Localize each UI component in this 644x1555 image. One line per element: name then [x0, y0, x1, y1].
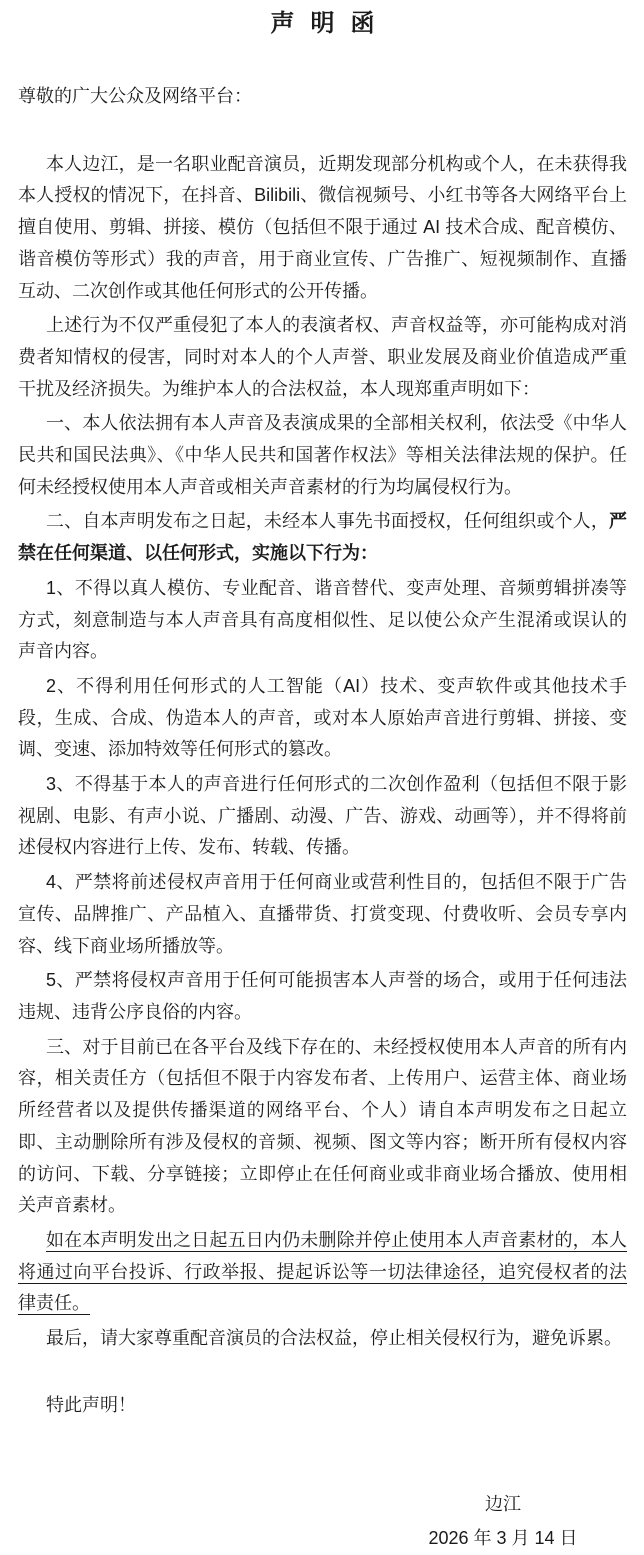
paragraph-text: 如在本声明发出之日起五日内仍未删除并停止使用本人声音素材的，本人将通过向平台投诉、行政举报、提起诉讼等一切法律途径，追究侵权者的法律责任。 [18, 1229, 627, 1314]
paragraph [18, 1032, 627, 1222]
paragraph [18, 867, 627, 962]
paragraph-text: 最后，请大家尊重配音演员的合法权益，停止相关侵权行为，避免诉累。 [46, 1328, 622, 1349]
greeting: 尊敬的广大公众及网络平台： [18, 86, 252, 106]
signature-date: 2026 年 3 月 14 日 [428, 1528, 578, 1549]
paragraph-text: 2、不得利用任何形式的人工智能（AI）技术、变声软件或其他技术手段，生成、合成、伪造本人的声音，或对本人原始声音进行剪辑、拼接、变调、变速、添加特效等任何形式的篡改。 [18, 675, 627, 760]
paragraph [18, 310, 627, 405]
paragraph [18, 149, 627, 308]
paragraph [18, 573, 627, 668]
paragraph-text: 三、对于目前已在各平台及线下存在的、未经授权使用本人声音的所有内容，相关责任方（包括但不限于内容发布者、上传用户、运营主体、商业场所经营者以及提供传播渠道的网络平台、个人）请自本声明发布之日起立即、主动删除所有涉及侵权的音频、视频、图文等内容；断开所有侵权内容的访问、下载、分享链接；立即停止在任何商业或非商业场合播放、使用相关声音素材。 [18, 1036, 627, 1216]
signature-name: 边江 [485, 1494, 521, 1515]
signature-block [428, 1489, 578, 1554]
paragraph-text: 1、不得以真人模仿、专业配音、谐音替代、变声处理、音频剪辑拼凑等方式，刻意制造与本人声音具有高度相似性、足以使公众产生混淆或误认的声音内容。 [18, 577, 627, 662]
paragraph-text: 二、自本声明发布之日起，未经本人事先书面授权，任何组织或个人， [46, 511, 609, 532]
paragraph [18, 506, 627, 569]
paragraph-text: 一、本人依法拥有本人声音及表演成果的全部相关权利，依法受《中华人民共和国民法典》、《中华人民共和国著作权法》等相关法律法规的保护。任何未经授权使用本人声音或相关声音素材的行为均属侵权行为。 [18, 413, 627, 497]
paragraph-text: 5、严禁将侵权声音用于任何可能损害本人声誉的场合，或用于任何违法违规、违背公序良俗的内容。 [18, 970, 627, 1022]
paragraph-text: 上述行为不仅严重侵犯了本人的表演者权、声音权益等，亦可能构成对消费者知情权的侵害，同时对本人的个人声誉、职业发展及商业价值造成严重干扰及经济损失。为维护本人的合法权益，本人现郑重声明如下： [18, 315, 627, 399]
body-paragraphs [18, 149, 627, 1422]
paragraph-text: 4、严禁将前述侵权声音用于任何商业或营利性目的，包括但不限于广告宣传、品牌推广、产品植入、直播带货、打赏变现、付费收听、会员专享内容、线下商业场所播放等。 [18, 872, 627, 956]
paragraph-bold-text: 严禁在任何渠道、以任何形式，实施以下行为： [18, 511, 627, 564]
paragraph [18, 965, 627, 1028]
paragraph [18, 1225, 627, 1320]
paragraph [18, 769, 627, 864]
paragraph [18, 1323, 627, 1355]
paragraph-text: 本人边江，是一名职业配音演员，近期发现部分机构或个人，在未获得我本人授权的情况下，在抖音、Bilibili、微信视频号、小红书等各大网络平台上擅自使用、剪辑、拼接、模仿（包括但不限于通过 AI 技术合成、配音模仿、谐音模仿等形式）我的声音，用于商业宣传、广告推广、短视频制作、直播互动、二次创作或其他任何形式的公开传播。 [18, 153, 627, 301]
paragraph [18, 408, 627, 503]
page-title: 声明函 [270, 10, 391, 37]
paragraph [18, 1390, 627, 1422]
paragraph-text: 3、不得基于本人的声音进行任何形式的二次创作盈利（包括但不限于影视剧、电影、有声小说、广播剧、动漫、广告、游戏、动画等），并不得将前述侵权内容进行上传、发布、转载、传播。 [18, 774, 627, 858]
paragraph [18, 671, 627, 766]
paragraph-text: 特此声明！ [46, 1394, 136, 1415]
